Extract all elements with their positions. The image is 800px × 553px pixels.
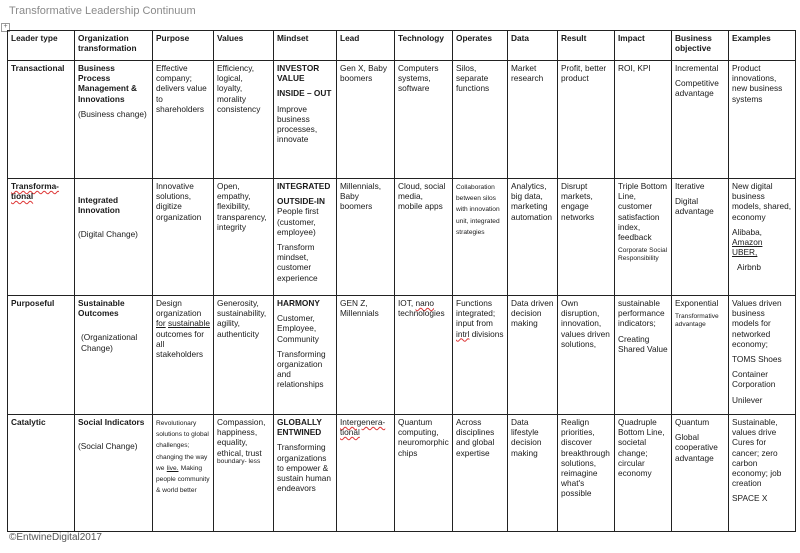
operates-cell: [453, 179, 508, 296]
examples-cell: Product innovations, new business systems: [729, 61, 796, 179]
purpose-text: for: [156, 318, 166, 329]
leadership-table: [7, 30, 796, 532]
mindset-body: Improve business processes, innovate: [277, 103, 318, 145]
objective-line: Transformative advantage: [675, 313, 719, 329]
impact-text: sustainable performance indicators;: [618, 298, 665, 329]
example-line: Amazon: [732, 237, 763, 248]
mindset-cell: [274, 296, 337, 415]
technology-cell: [395, 296, 453, 415]
mindset-body: Transform mindset, customer experience: [277, 242, 318, 283]
objective-line: Exponential: [675, 298, 719, 308]
purpose-text: Design organization: [156, 298, 202, 319]
mindset-body: People first (customer, employee): [277, 206, 319, 237]
result-cell: Disrupt markets, engage networks: [558, 179, 615, 296]
header-cell: Operates: [453, 31, 508, 61]
purpose-text: sustainable: [168, 318, 210, 329]
header-cell: Business objective: [672, 31, 729, 61]
lead-cell: [337, 415, 395, 532]
values-cell: Efficiency, logical, loyalty, morality consistency: [214, 61, 274, 179]
business-objective-cell: [672, 179, 729, 296]
objective-line: Quantum: [675, 417, 710, 427]
impact-note: Corporate Social Responsibility: [618, 247, 668, 263]
header-cell: Result: [558, 31, 615, 61]
values-cell: Open, empathy, flexibility, transparency, integrity: [214, 179, 274, 296]
leader-type: Transforma-tional: [11, 181, 59, 202]
table-row: [8, 296, 796, 415]
purpose-text: outcomes for all stakeholders: [156, 328, 204, 360]
purpose-cell: [153, 296, 214, 415]
data-cell: Data driven decision making: [508, 296, 558, 415]
header-cell: Purpose: [153, 31, 214, 61]
leader-type-cell: [8, 61, 75, 179]
mindset-heading: INSIDE – OUT: [277, 88, 332, 99]
org-name: Sustainable Outcomes: [78, 298, 125, 319]
org-name: Integrated Innovation: [78, 195, 120, 216]
example-line: SPACE X: [732, 493, 768, 504]
leader-type: Catalytic: [11, 417, 46, 427]
mindset-heading: INVESTOR VALUE: [277, 63, 320, 84]
org-sub: (Digital Change): [78, 229, 138, 240]
example-line: Alibaba,: [732, 226, 762, 237]
example-line: TOMS Shoes: [732, 354, 782, 365]
lead-cell: GEN Z, Millennials: [337, 296, 395, 415]
header-cell: Lead: [337, 31, 395, 61]
org-cell: [75, 296, 153, 415]
mindset-heading: OUTSIDE-IN: [277, 196, 325, 207]
result-cell: Own disruption, innovation, values driven solutions,: [558, 296, 615, 415]
technology-text: nano: [415, 298, 434, 308]
org-cell: [75, 179, 153, 296]
header-cell: Data: [508, 31, 558, 61]
purpose-cell: [153, 415, 214, 532]
example-line: UBER,: [732, 247, 758, 258]
data-cell: Market research: [508, 61, 558, 179]
operates-cell: Silos, separate functions: [453, 61, 508, 179]
data-cell: Data lifestyle decision making: [508, 415, 558, 532]
operates-text: intrl: [456, 328, 470, 339]
leader-type: Transactional: [11, 63, 65, 73]
header-cell: Technology: [395, 31, 453, 61]
example-line: New digital business models, shared, economy: [732, 181, 792, 222]
operates-text: divisions: [471, 328, 504, 339]
leader-type: Purposeful: [11, 298, 55, 308]
mindset-heading: HARMONY: [277, 298, 320, 308]
impact-cell: Quadruple Bottom Line, societal change; circular economy: [615, 415, 672, 532]
lead-text: Intergenera-tional: [340, 417, 386, 438]
header-cell: Impact: [615, 31, 672, 61]
leader-type-cell: [8, 179, 75, 296]
mindset-cell: [274, 179, 337, 296]
example-line: Airbnb: [737, 262, 761, 273]
copyright-notice: ©EntwineDigital2017: [9, 532, 102, 543]
header-cell: Examples: [729, 31, 796, 61]
technology-text: IOT,: [398, 298, 414, 308]
example-line: Values driven business models for networked economy;: [732, 298, 782, 349]
mindset-heading: INTEGRATED: [277, 181, 331, 191]
mindset-body: Customer, Employee, Community: [277, 313, 319, 344]
impact-text: Triple Bottom Line, customer satisfaction index, feedback: [618, 181, 668, 243]
examples-cell: [729, 179, 796, 296]
objective-line: Iterative: [675, 181, 705, 191]
example-line: Unilever: [732, 394, 763, 405]
business-objective-cell: [672, 415, 729, 532]
objective-line: Incremental: [675, 63, 719, 73]
mindset-heading: GLOBALLY ENTWINED: [277, 417, 322, 438]
technology-text: technologies: [398, 308, 445, 319]
org-sub: (Social Change): [78, 441, 138, 452]
result-cell: Profit, better product: [558, 61, 615, 179]
purpose-cell: Innovative solutions, digitize organization: [153, 179, 214, 296]
impact-cell: [615, 296, 672, 415]
technology-cell: Quantum computing, neuromorphic chips: [395, 415, 453, 532]
objective-line: Global cooperative advantage: [675, 432, 718, 463]
purpose-text: live.: [166, 464, 179, 472]
technology-cell: Cloud, social media, mobile apps: [395, 179, 453, 296]
org-cell: [75, 415, 153, 532]
values-text: boundary- less: [217, 457, 261, 465]
example-line: Container Corporation: [732, 369, 776, 390]
org-cell: [75, 61, 153, 179]
operates-cell: Across disciplines and global expertise: [453, 415, 508, 532]
org-name: Business Process Management & Innovations: [78, 63, 138, 104]
values-text: Compassion, happiness, equality, ethical, trust: [217, 417, 266, 458]
table-move-handle-icon[interactable]: +: [1, 23, 10, 32]
table-row: [8, 179, 796, 296]
purpose-cell: Effective company; delivers value to shareholders: [153, 61, 214, 179]
values-cell: Generosity, sustainability, agility, authenticity: [214, 296, 274, 415]
example-line: Sustainable, values drive Cures for cancer; zero carbon economy; job creation: [732, 417, 782, 489]
operates-text: Functions integrated; input from: [456, 298, 496, 329]
document-title: Transformative Leadership Continuum: [9, 5, 196, 17]
business-objective-cell: [672, 61, 729, 179]
header-cell: Organization transformation: [75, 31, 153, 61]
lead-cell: Millennials, Baby boomers: [337, 179, 395, 296]
data-cell: Analytics, big data, marketing automation: [508, 179, 558, 296]
leader-type-cell: [8, 296, 75, 415]
impact-text: Creating Shared Value: [618, 333, 668, 354]
header-cell: Values: [214, 31, 274, 61]
mindset-body: Transforming organizations to empower & sustain human endeavors: [277, 442, 331, 494]
purpose-text: Revolutionary solutions to global challenges; changing the way we: [156, 420, 209, 472]
objective-line: Competitive advantage: [675, 78, 719, 99]
examples-cell: [729, 415, 796, 532]
mindset-body: Transforming organization and relationships: [277, 348, 326, 390]
objective-line: Digital advantage: [675, 196, 714, 217]
table-row: [8, 415, 796, 532]
table-row: [8, 61, 796, 179]
business-objective-cell: [672, 296, 729, 415]
org-name: Social Indicators: [78, 417, 145, 427]
operates-text: Collaboration between silos with innovation unit, integrated strategies: [456, 184, 500, 236]
impact-cell: [615, 179, 672, 296]
mindset-cell: [274, 61, 337, 179]
mindset-cell: [274, 415, 337, 532]
header-row: [8, 31, 796, 61]
impact-cell: ROI, KPI: [615, 61, 672, 179]
technology-cell: Computers systems, software: [395, 61, 453, 179]
values-cell: [214, 415, 274, 532]
header-cell: Leader type: [8, 31, 75, 61]
org-sub: (Organizational Change): [81, 332, 138, 353]
result-cell: Realign priorities, discover breakthrough solutions, reimagine what's possible: [558, 415, 615, 532]
header-cell: Mindset: [274, 31, 337, 61]
examples-cell: [729, 296, 796, 415]
purpose-text: Making people community & world better: [156, 464, 210, 495]
lead-cell: Gen X, Baby boomers: [337, 61, 395, 179]
org-sub: (Business change): [78, 108, 147, 119]
operates-cell: [453, 296, 508, 415]
leader-type-cell: [8, 415, 75, 532]
